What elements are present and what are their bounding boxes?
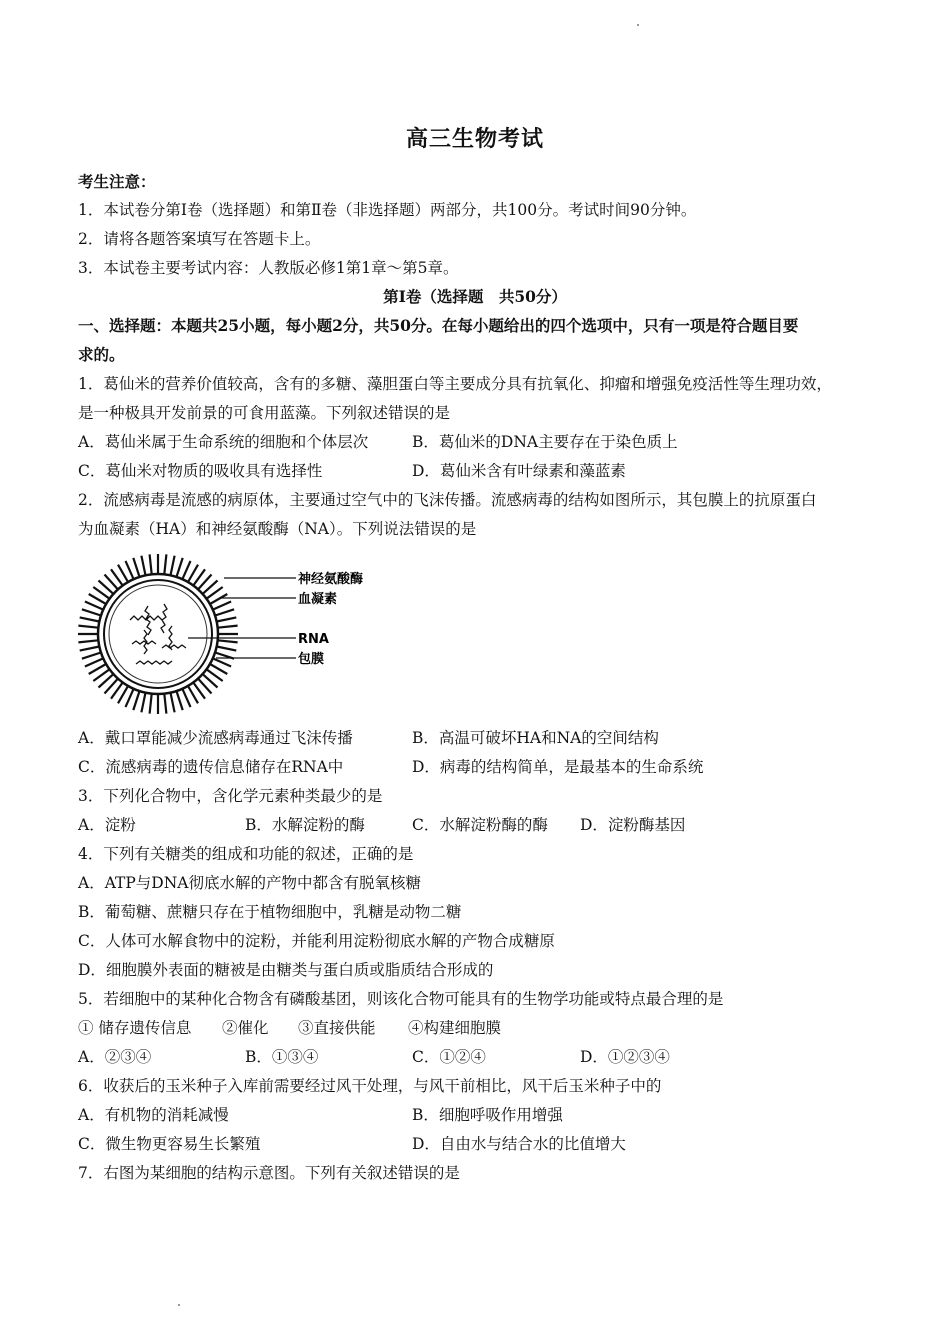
question-stem: 1．葛仙米的营养价值较高，含有的多糖、藻胆蛋白等主要成分具有抗氧化、抑瘤和增强免疫活性等生理功效，: [78, 375, 832, 393]
option-a: A．有机物的消耗减慢: [78, 1106, 229, 1124]
spike: [218, 626, 238, 628]
section-title: 第Ⅰ卷（选择题 共50分）: [383, 287, 567, 306]
spike: [85, 602, 103, 610]
influenza-virus-figure: [78, 548, 378, 714]
spike: [171, 693, 175, 713]
scan-speck: [637, 24, 639, 26]
statement-item: ④构建细胞膜: [408, 1019, 502, 1037]
virus-envelope-outer: [98, 574, 218, 694]
spike: [126, 561, 134, 579]
spike: [164, 554, 166, 574]
option-c: C．①②④: [412, 1048, 486, 1066]
spike: [182, 689, 190, 707]
virus-envelope-inner: [104, 580, 212, 688]
question-stem: 5．若细胞中的某种化合物含有磷酸基团，则该化合物可能具有的生物学功能或特点最合理的是: [78, 990, 724, 1008]
rna-strands: [130, 604, 186, 664]
spike: [80, 617, 100, 621]
statement-item: ③直接供能: [298, 1019, 376, 1037]
label-envelope: 包膜: [298, 652, 325, 667]
label-rna: RNA: [298, 632, 329, 647]
option-c: C．水解淀粉酶的酶: [412, 816, 548, 834]
notice-item: 1．本试卷分第Ⅰ卷（选择题）和第Ⅱ卷（非选择题）两部分，共100分。考试时间90分钟。: [78, 201, 697, 219]
spike: [215, 609, 234, 615]
notice-item: 2．请将各题答案填写在答题卡上。: [78, 230, 321, 248]
spike: [182, 561, 190, 579]
spike: [171, 556, 175, 576]
option-d: D．①②③④: [580, 1048, 670, 1066]
virus-capsid: [109, 585, 207, 683]
notice-heading: 考生注意：: [78, 172, 156, 191]
option-c: C．微生物更容易生长繁殖: [78, 1135, 261, 1153]
spike: [141, 693, 145, 713]
option-d: D．淀粉酶基因: [580, 816, 686, 834]
spike: [218, 640, 238, 642]
section-instruction: 一、选择题：本题共25小题，每小题2分，共50分。在每小题给出的四个选项中，只有一项是符合题目要: [78, 316, 799, 335]
option-d: D．细胞膜外表面的糖被是由糖类与蛋白质或脂质结合形成的: [78, 961, 494, 979]
option-b: B．细胞呼吸作用增强: [412, 1106, 563, 1124]
spike: [82, 653, 101, 659]
question-stem: 3．下列化合物中，含化学元素种类最少的是: [78, 787, 383, 805]
virus-spikes: [78, 554, 238, 714]
option-a: A．淀粉: [78, 816, 136, 834]
option-d: D．葛仙米含有叶绿素和藻蓝素: [412, 462, 626, 480]
spike: [164, 694, 166, 714]
spike: [217, 617, 237, 621]
option-b: B．①③④: [245, 1048, 319, 1066]
statement-item: ① 储存遗传信息: [78, 1019, 192, 1037]
spike: [85, 658, 103, 666]
spike: [133, 691, 139, 710]
question-stem: 7．右图为某细胞的结构示意图。下列有关叙述错误的是: [78, 1164, 460, 1182]
option-d: D．病毒的结构简单，是最基本的生命系统: [412, 758, 704, 776]
spike: [213, 602, 231, 610]
page-title: 高三生物考试: [405, 126, 544, 152]
spike: [133, 558, 139, 577]
question-stem: 为血凝素（HA）和神经氨酸酶（NA）。下列说法错误的是: [78, 520, 477, 538]
spike: [150, 694, 152, 714]
question-stem: 2．流感病毒是流感的病原体，主要通过空气中的飞沫传播。流感病毒的结构如图所示，其包膜上的抗原蛋白: [78, 491, 817, 509]
spike: [177, 558, 183, 577]
option-a: A．葛仙米属于生命系统的细胞和个体层次: [78, 433, 369, 451]
spike: [217, 647, 237, 651]
spike: [126, 689, 134, 707]
option-a: A．②③④: [78, 1048, 152, 1066]
option-c: C．流感病毒的遗传信息储存在RNA中: [78, 758, 344, 776]
spike: [150, 554, 152, 574]
spike: [82, 609, 101, 615]
question-stem: 6．收获后的玉米种子入库前需要经过风干处理，与风干前相比，风干后玉米种子中的: [78, 1077, 662, 1095]
option-b: B．水解淀粉的酶: [245, 816, 365, 834]
question-stem: 是一种极具开发前景的可食用蓝藻。下列叙述错误的是: [78, 404, 451, 422]
scan-speck: [178, 1304, 180, 1306]
option-c: C．葛仙米对物质的吸收具有选择性: [78, 462, 323, 480]
section-instruction: 求的。: [78, 345, 125, 364]
option-b: B．葛仙米的DNA主要存在于染色质上: [412, 433, 678, 451]
notice-item: 3．本试卷主要考试内容：人教版必修1第1章～第5章。: [78, 259, 459, 277]
option-a: A．戴口罩能减少流感病毒通过飞沫传播: [78, 729, 353, 747]
option-b: B．葡萄糖、蔗糖只存在于植物细胞中，乳糖是动物二糖: [78, 903, 462, 921]
option-d: D．自由水与结合水的比值增大: [412, 1135, 626, 1153]
option-b: B．高温可破坏HA和NA的空间结构: [412, 729, 659, 747]
option-c: C．人体可水解食物中的淀粉，并能利用淀粉彻底水解的产物合成糖原: [78, 932, 555, 950]
question-stem: 4．下列有关糖类的组成和功能的叙述，正确的是: [78, 845, 414, 863]
label-hemagglutinin: 血凝素: [298, 592, 338, 607]
spike: [177, 691, 183, 710]
spike: [78, 626, 98, 628]
option-a: A．ATP与DNA彻底水解的产物中都含有脱氧核糖: [78, 874, 421, 892]
spike: [141, 556, 145, 576]
statement-item: ②催化: [222, 1019, 269, 1037]
spike: [78, 640, 98, 642]
spike: [80, 647, 100, 651]
label-neuraminidase: 神经氨酸酶: [298, 572, 364, 587]
spike: [213, 658, 231, 666]
